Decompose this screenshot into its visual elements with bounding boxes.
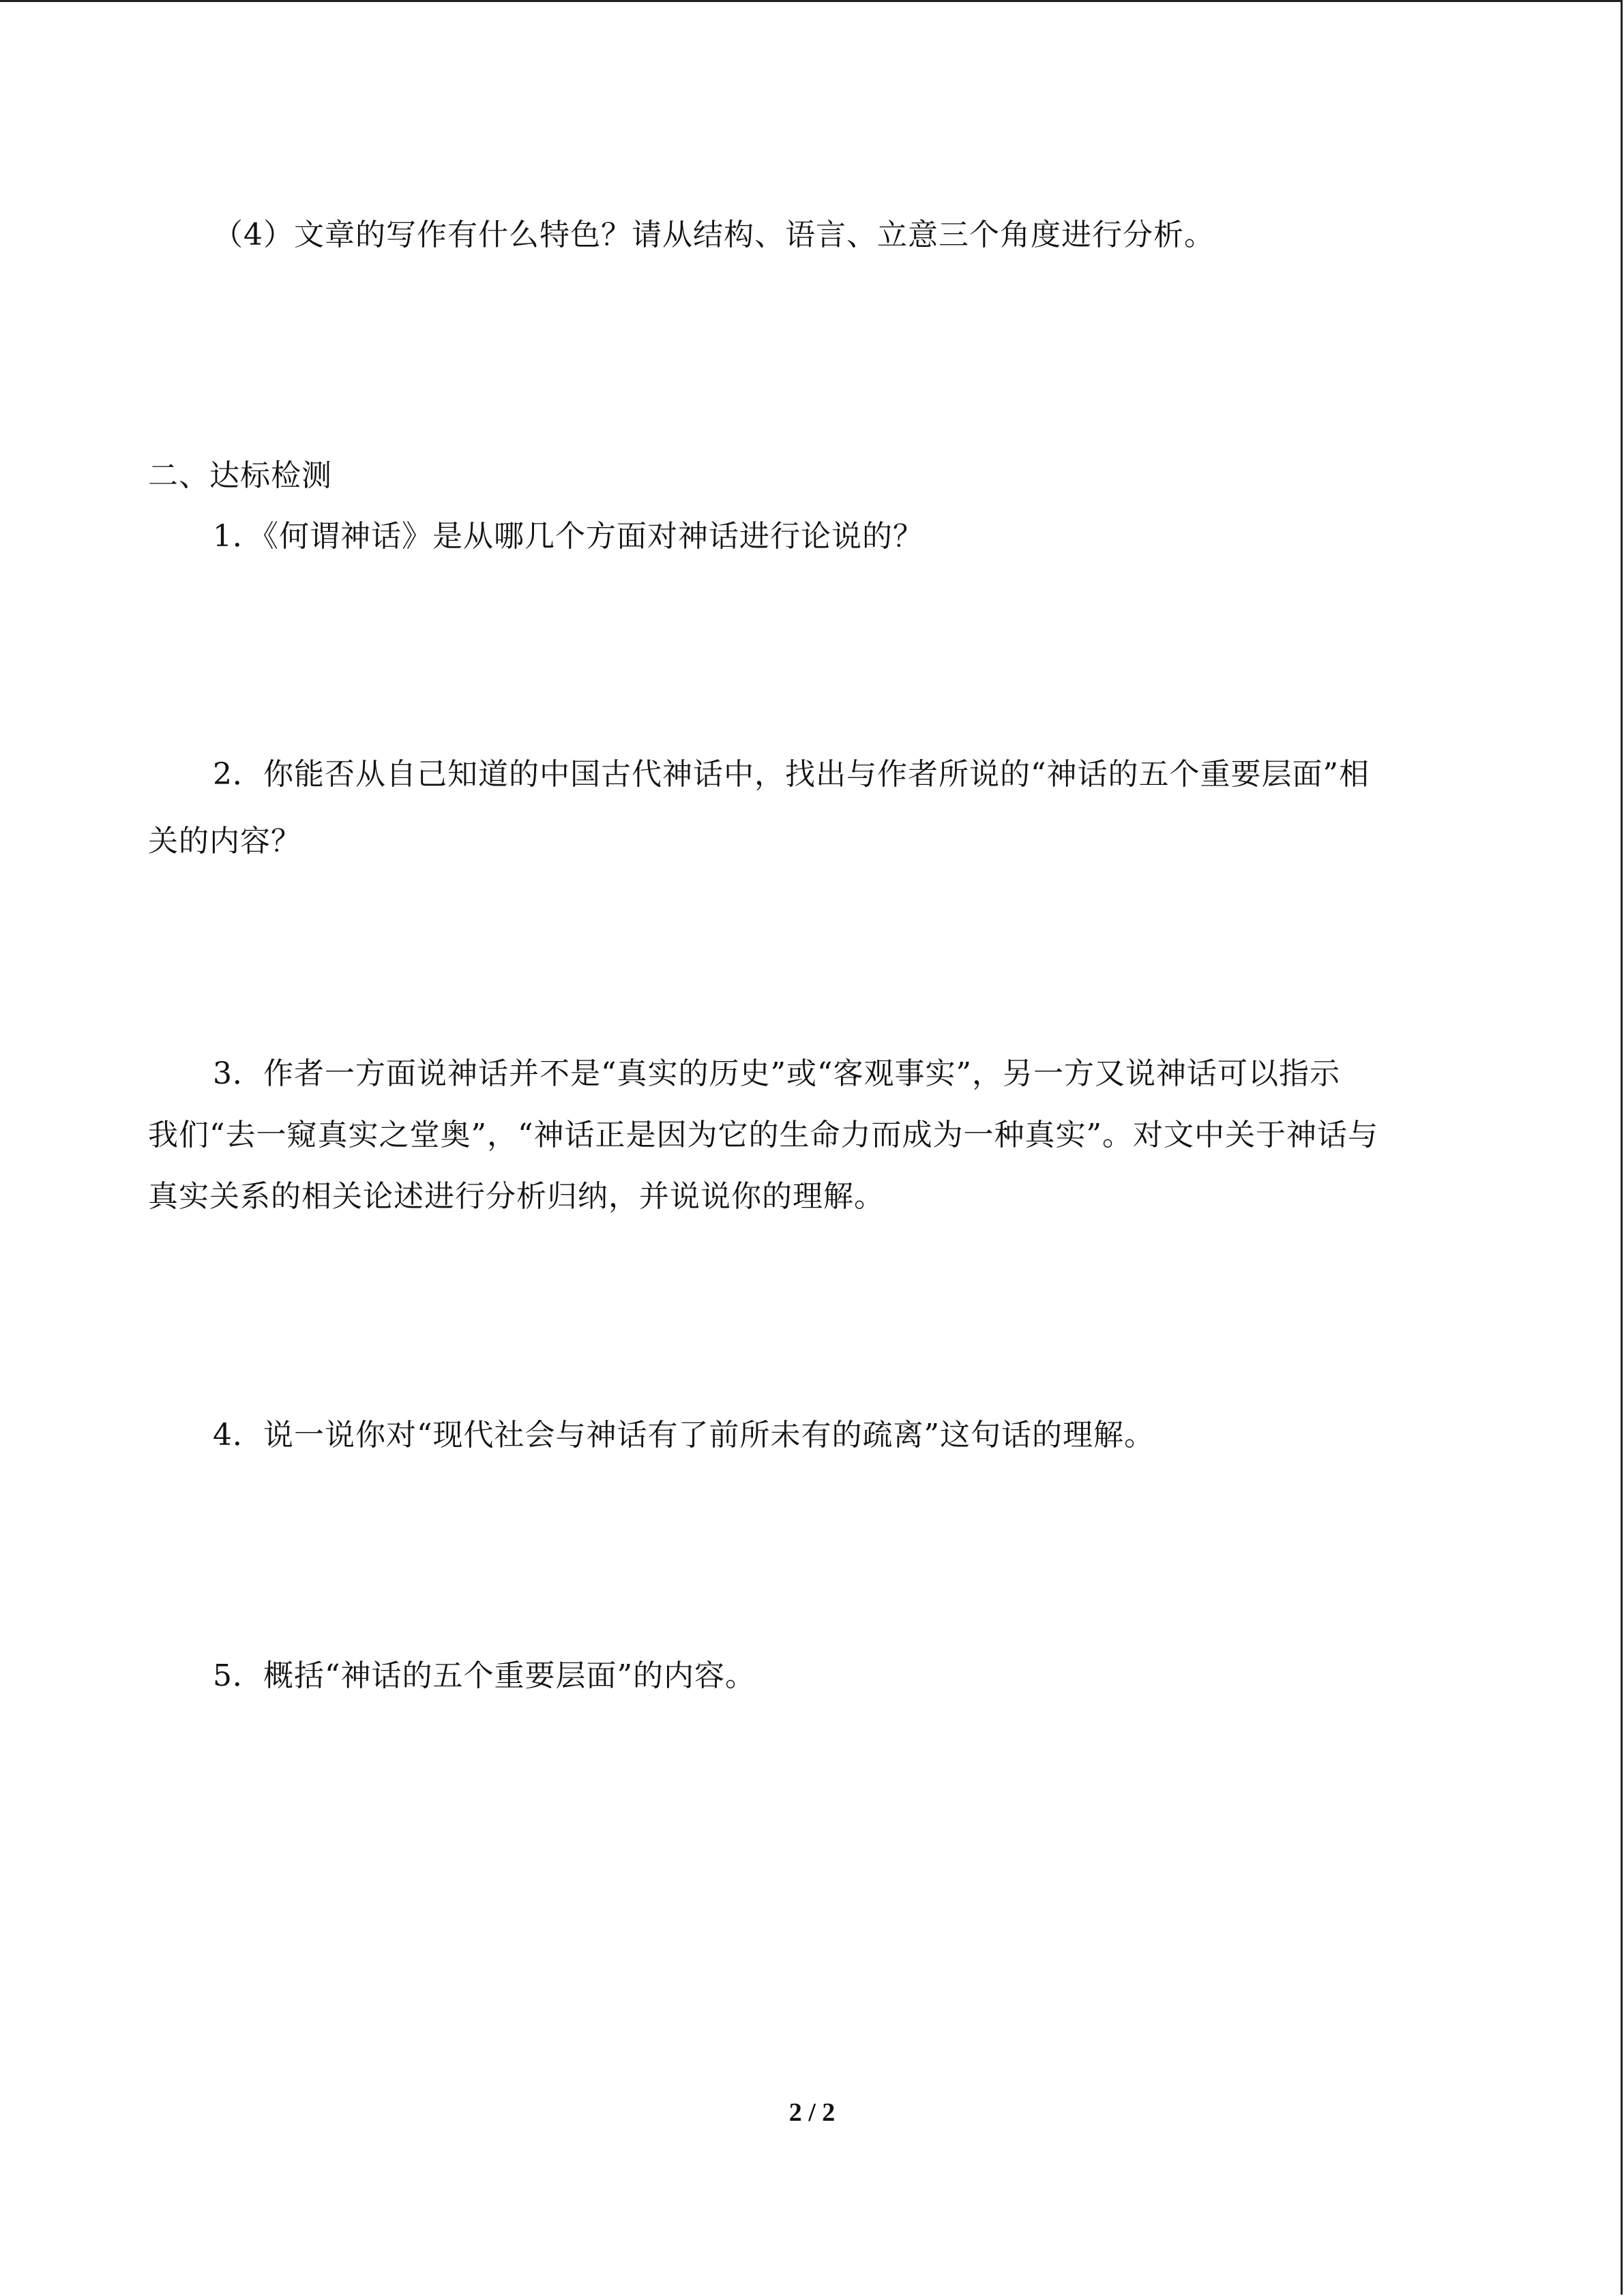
section-heading: 二、达标检测 [148, 458, 332, 493]
question-4-text: （4）文章的写作有什么特色？请从结构、语言、立意三个角度进行分析。 [213, 218, 1215, 252]
item-2-line-1: 2．你能否从自己知道的中国古代神话中，找出与作者所说的“神话的五个重要层面”相 [213, 757, 1370, 792]
item-1-text: 1．《何谓神话》是从哪几个方面对神话进行论说的？ [213, 519, 924, 554]
item-3-line-1: 3．作者一方面说神话并不是“真实的历史”或“客观事实”，另一方又说神话可以指示 [213, 1056, 1340, 1091]
item-4-text: 4．说一说你对“现代社会与神话有了前所未有的疏离”这句话的理解。 [213, 1418, 1155, 1452]
item-3-line-3: 真实关系的相关论述进行分析归纳，并说说你的理解。 [148, 1179, 885, 1214]
item-2-line-2: 关的内容？ [148, 824, 301, 859]
page-number: 2 / 2 [788, 2098, 836, 2127]
item-5-text: 5．概括“神话的五个重要层面”的内容。 [213, 1658, 756, 1693]
item-3-line-2: 我们“去一窥真实之堂奥”，“神话正是因为它的生命力而成为一种真实”。对文中关于神话与 [148, 1118, 1378, 1152]
